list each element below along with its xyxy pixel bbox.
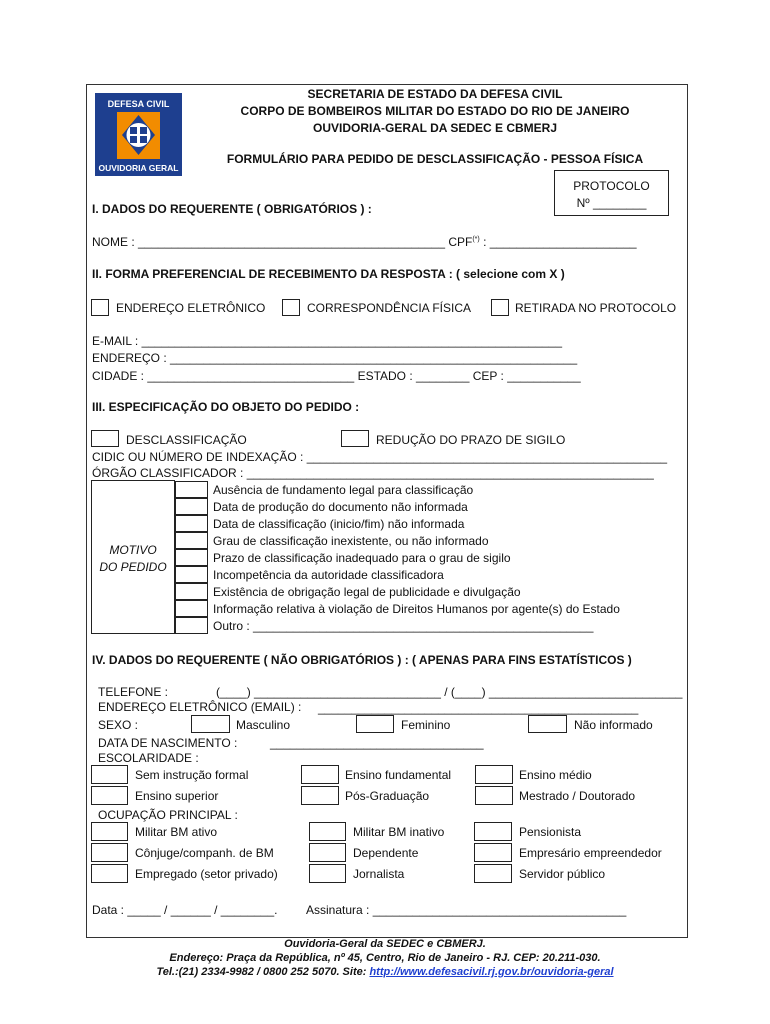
motive-item: Incompetência da autoridade classificadora bbox=[213, 568, 444, 582]
phone-label: TELEFONE : bbox=[98, 685, 169, 699]
checkbox-occupation[interactable] bbox=[474, 843, 512, 862]
footer-line-1: Ouvidoria-Geral da SEDEC e CBMERJ. bbox=[284, 938, 486, 950]
motive-checkbox[interactable] bbox=[175, 566, 208, 583]
option-email-label: ENDEREÇO ELETRÔNICO bbox=[116, 301, 266, 315]
motive-checkbox[interactable] bbox=[175, 532, 208, 549]
schooling-label: ESCOLARIDADE : bbox=[98, 751, 199, 765]
header-line-2: CORPO DE BOMBEIROS MILITAR DO ESTADO DO RIO DE JANEIRO bbox=[240, 104, 630, 118]
occupation-option: Jornalista bbox=[353, 867, 405, 881]
orgao-field[interactable]: ÓRGÃO CLASSIFICADOR : _____________________________________________________________ bbox=[92, 466, 654, 480]
section-1-title: I. DADOS DO REQUERENTE ( OBRIGATÓRIOS ) : bbox=[92, 202, 372, 216]
motive-checkbox[interactable] bbox=[175, 549, 208, 566]
checkbox-male[interactable] bbox=[191, 715, 230, 733]
section-2-title: II. FORMA PREFERENCIAL DE RECEBIMENTO DA RESPOSTA : ( selecione com X ) bbox=[92, 267, 565, 281]
occupation-option: Dependente bbox=[353, 846, 419, 860]
declassification-label: DESCLASSIFICAÇÃO bbox=[126, 433, 247, 447]
motive-item: Existência de obrigação legal de publicidade e divulgação bbox=[213, 585, 521, 599]
name-line: NOME : ______________________________________________ bbox=[92, 235, 445, 249]
checkbox-occupation[interactable] bbox=[91, 843, 128, 862]
checkbox-pickup[interactable] bbox=[491, 299, 509, 316]
motive-label-box bbox=[91, 480, 175, 634]
occupation-option: Empresário empreendedor bbox=[519, 846, 662, 860]
checkbox-schooling[interactable] bbox=[301, 765, 339, 784]
date-field[interactable]: Data : _____ / ______ / ________. bbox=[92, 903, 278, 917]
name-field[interactable] bbox=[92, 235, 637, 249]
site-link[interactable]: http://www.defesacivil.rj.gov.br/ouvidoria-geral bbox=[369, 966, 614, 978]
female-label: Feminino bbox=[401, 718, 451, 732]
footer-line-3 bbox=[0, 966, 770, 978]
motive-item: Prazo de classificação inadequado para o grau de sigilo bbox=[213, 551, 511, 565]
motive-item: Ausência de fundamento legal para classificação bbox=[213, 483, 474, 497]
footer-line-2: Endereço: Praça da República, nº 45, Centro, Rio de Janeiro - RJ. CEP: 20.211-030. bbox=[169, 952, 601, 964]
cpf-line: : ______________________ bbox=[479, 235, 637, 249]
option-pickup-label: RETIRADA NO PROTOCOLO bbox=[515, 301, 677, 315]
checkbox-occupation[interactable] bbox=[309, 822, 346, 841]
checkbox-reduce-secrecy[interactable] bbox=[341, 430, 369, 447]
motive-checkbox[interactable] bbox=[175, 617, 208, 634]
reduce-secrecy-label: REDUÇÃO DO PRAZO DE SIGILO bbox=[376, 433, 566, 447]
form-title: FORMULÁRIO PARA PEDIDO DE DESCLASSIFICAÇÃO - PESSOA FÍSICA bbox=[226, 152, 644, 166]
header-line-1: SECRETARIA DE ESTADO DA DEFESA CIVIL bbox=[307, 87, 563, 101]
occupation-option: Militar BM ativo bbox=[135, 825, 218, 839]
checkbox-female[interactable] bbox=[356, 715, 394, 733]
occupation-option: Militar BM inativo bbox=[353, 825, 445, 839]
checkbox-declassification[interactable] bbox=[91, 430, 119, 447]
protocol-number: Nº ________ bbox=[576, 196, 647, 210]
occupation-label: OCUPAÇÃO PRINCIPAL : bbox=[98, 808, 238, 822]
schooling-option: Mestrado / Doutorado bbox=[519, 789, 636, 803]
email-optional-label: ENDEREÇO ELETRÔNICO (EMAIL) : bbox=[98, 700, 302, 714]
logo-top-text: DEFESA CIVIL bbox=[107, 99, 170, 109]
checkbox-sex-not-informed[interactable] bbox=[528, 715, 567, 733]
phone-field[interactable]: (____) ____________________________ / (____) _____________________________ bbox=[216, 685, 683, 699]
occupation-option: Servidor público bbox=[519, 867, 606, 881]
cidic-field[interactable]: CIDIC OU NÚMERO DE INDEXAÇÃO : ______________________________________________________ bbox=[92, 450, 668, 464]
occupation-option: Empregado (setor privado) bbox=[135, 867, 278, 881]
checkbox-occupation[interactable] bbox=[474, 822, 512, 841]
birth-label: DATA DE NASCIMENTO : bbox=[98, 736, 238, 750]
city-state-cep-field[interactable]: CIDADE : _______________________________ ESTADO : ________ CEP : ___________ bbox=[92, 369, 581, 383]
motive-item: Data de classificação (inicio/fim) não informada bbox=[213, 517, 465, 531]
header-line-3: OUVIDORIA-GERAL DA SEDEC E CBMERJ bbox=[312, 121, 558, 135]
schooling-option: Ensino fundamental bbox=[345, 768, 452, 782]
motive-checkbox[interactable] bbox=[175, 583, 208, 600]
checkbox-schooling[interactable] bbox=[475, 765, 513, 784]
motive-label-1: MOTIVO bbox=[109, 543, 157, 557]
occupation-option: Pensionista bbox=[519, 825, 582, 839]
protocol-label: PROTOCOLO bbox=[573, 179, 650, 193]
motive-checkbox[interactable] bbox=[175, 600, 208, 617]
cpf-superscript: (*) bbox=[472, 236, 480, 243]
checkbox-occupation[interactable] bbox=[309, 843, 346, 862]
occupation-option: Cônjuge/companh. de BM bbox=[135, 846, 274, 860]
motive-item-other[interactable]: Outro : ___________________________________________________ bbox=[213, 619, 594, 633]
section-3-title: III. ESPECIFICAÇÃO DO OBJETO DO PEDIDO : bbox=[92, 400, 360, 414]
schooling-option: Pós-Graduação bbox=[345, 789, 430, 803]
motive-checkbox[interactable] bbox=[175, 498, 208, 515]
checkbox-email-delivery[interactable] bbox=[91, 299, 109, 316]
option-physical-label: CORRESPONDÊNCIA FÍSICA bbox=[307, 301, 472, 315]
checkbox-occupation[interactable] bbox=[309, 864, 346, 883]
checkbox-occupation[interactable] bbox=[91, 822, 128, 841]
signature-field[interactable]: Assinatura : ______________________________________ bbox=[306, 903, 627, 917]
motive-item: Data de produção do documento não informada bbox=[213, 500, 468, 514]
male-label: Masculino bbox=[236, 718, 291, 732]
motive-checkbox[interactable] bbox=[175, 481, 208, 498]
defesa-civil-logo bbox=[95, 93, 182, 176]
section-4-title: IV. DADOS DO REQUERENTE ( NÃO OBRIGATÓRIOS ) : ( APENAS PARA FINS ESTATÍSTICOS ) bbox=[92, 653, 632, 667]
sex-not-informed-label: Não informado bbox=[574, 718, 653, 732]
sex-label: SEXO : bbox=[98, 718, 139, 732]
footer-contact: Tel.:(21) 2334-9982 / 0800 252 5070. Site: bbox=[156, 966, 370, 978]
motive-item: Grau de classificação inexistente, ou não informado bbox=[213, 534, 489, 548]
checkbox-schooling[interactable] bbox=[475, 786, 513, 805]
motive-label-2: DO PEDIDO bbox=[99, 560, 167, 574]
email-optional-field[interactable]: ________________________________________________ bbox=[318, 701, 639, 715]
checkbox-schooling[interactable] bbox=[91, 786, 128, 805]
checkbox-occupation[interactable] bbox=[91, 864, 128, 883]
birth-field[interactable]: ________________________________ bbox=[270, 736, 484, 750]
address-field[interactable]: ENDEREÇO : _____________________________________________________________ bbox=[92, 351, 578, 365]
logo-bottom-text: OUVIDORIA GERAL bbox=[98, 163, 179, 173]
checkbox-occupation[interactable] bbox=[474, 864, 512, 883]
email-field[interactable]: E-MAIL : _______________________________________________________________ bbox=[92, 334, 563, 348]
protocol-box bbox=[554, 170, 669, 216]
motive-item: Informação relativa à violação de Direitos Humanos por agente(s) do Estado bbox=[213, 602, 620, 616]
schooling-option: Ensino médio bbox=[519, 768, 592, 782]
checkbox-schooling[interactable] bbox=[301, 786, 339, 805]
schooling-option: Ensino superior bbox=[135, 789, 219, 803]
cpf-label: CPF bbox=[448, 235, 473, 249]
motive-checkbox[interactable] bbox=[175, 515, 208, 532]
checkbox-physical-mail[interactable] bbox=[282, 299, 300, 316]
schooling-option: Sem instrução formal bbox=[135, 768, 249, 782]
checkbox-schooling[interactable] bbox=[91, 765, 128, 784]
